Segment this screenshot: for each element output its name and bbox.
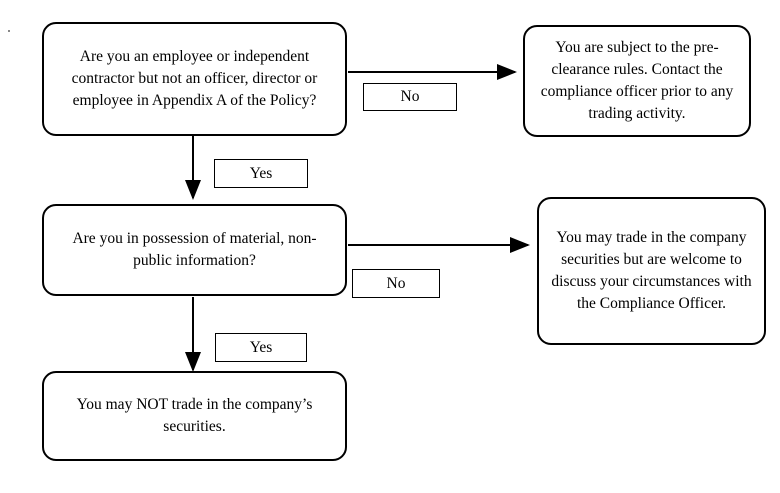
edge-label-text: Yes	[249, 164, 273, 182]
edge-label-yes-1	[214, 159, 308, 188]
edge-label-no-2	[352, 269, 440, 298]
edge-label-text: No	[386, 274, 406, 292]
edge-label-yes-2	[215, 333, 307, 362]
edge-label-text: No	[400, 88, 420, 105]
node-text: You are subject to the pre-clearance rules. Contact the compliance officer prior to any trading activity.	[540, 39, 734, 122]
question-material-nonpublic-information[interactable]	[42, 204, 347, 296]
node-text: Are you an employee or independent contractor but not an officer, director or employee in Appendix A of the Policy?	[71, 48, 318, 109]
outcome-preclearance-required[interactable]	[523, 25, 751, 137]
question-employee-status[interactable]	[42, 22, 347, 136]
outcome-may-trade[interactable]	[537, 197, 766, 345]
edge-label-text: Yes	[249, 338, 273, 356]
edge-label-no-1	[363, 83, 457, 111]
node-text: Are you in possession of material, non-public information?	[72, 230, 317, 269]
node-text: You may NOT trade in the company’s securities.	[76, 396, 313, 435]
node-text: You may trade in the company securities but are welcome to discuss your circumstances with the Compliance Officer.	[551, 229, 752, 312]
outcome-may-not-trade[interactable]	[42, 371, 347, 461]
stray-mark	[8, 30, 10, 32]
